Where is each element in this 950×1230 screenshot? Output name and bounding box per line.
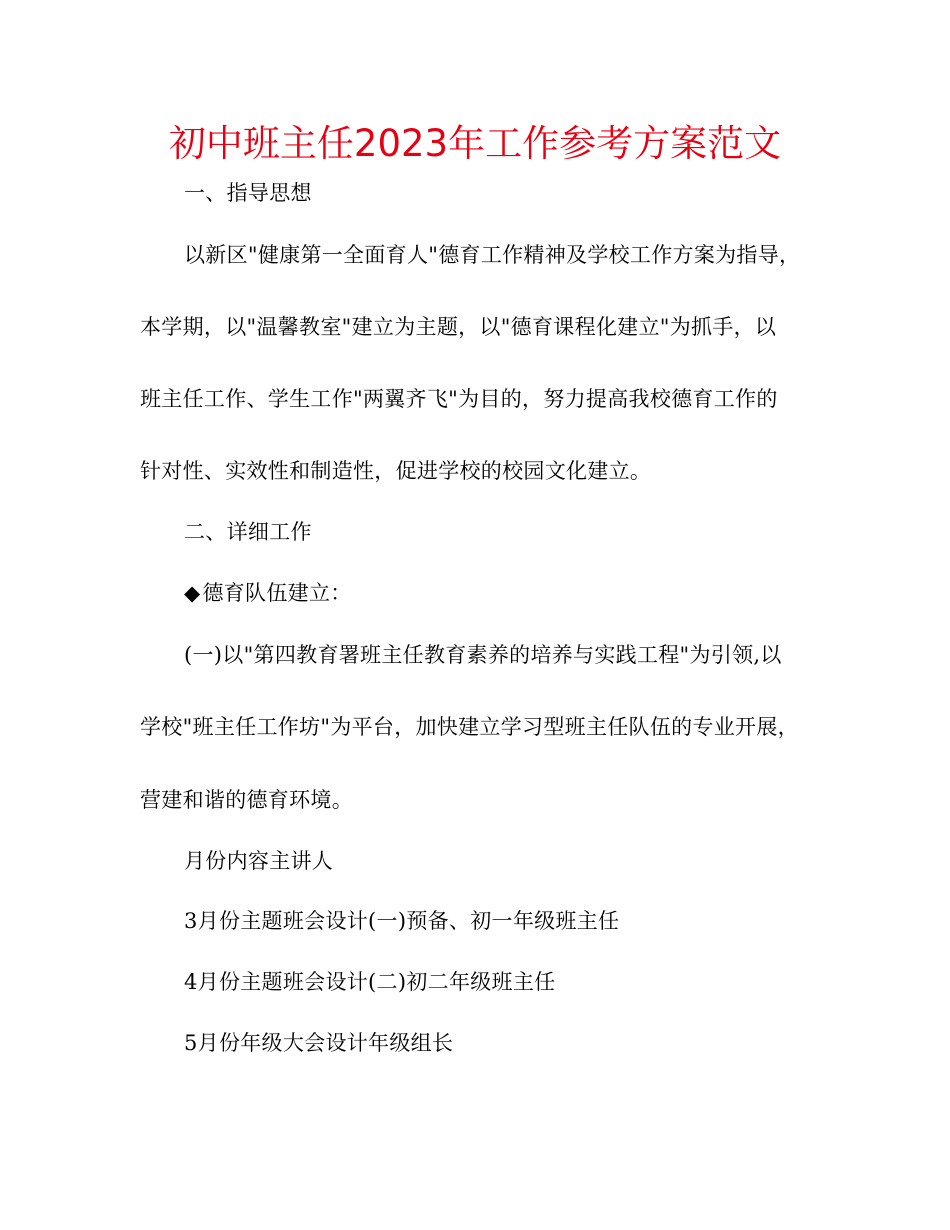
paragraph-line: 以新区"健康第一全面育人"德育工作精神及学校工作方案为指导，	[184, 243, 801, 267]
paragraph-line: 班主任工作、学生工作"两翼齐飞"为目的，努力提高我校德育工作的	[140, 387, 778, 411]
section-heading-guiding-thought: 一、指导思想	[184, 181, 312, 205]
paragraph-line: (一)以"第四教育署班主任教育素养的培养与实践工程"为引领,以	[184, 643, 782, 667]
schedule-row: 4月份主题班会设计(二)初二年级班主任	[184, 970, 556, 994]
schedule-row: 5月份年级大会设计年级组长	[184, 1031, 454, 1055]
table-header-line: 月份内容主讲人	[184, 849, 334, 873]
paragraph-line: 营建和谐的德育环境。	[140, 788, 353, 812]
schedule-row: 3月份主题班会设计(一)预备、初一年级班主任	[184, 909, 620, 933]
paragraph-line: 学校"班主任工作坊"为平台，加快建立学习型班主任队伍的专业开展，	[140, 715, 799, 739]
document-title: 初中班主任2023年工作参考方案范文	[168, 122, 782, 165]
diamond-bullet-icon: ◆	[184, 581, 201, 605]
bullet-item-moral-team	[184, 578, 352, 608]
section-heading-detailed-work: 二、详细工作	[184, 520, 312, 544]
paragraph-line: 本学期，以"温馨教室"建立为主题，以"德育课程化建立"为抓手，以	[140, 315, 777, 339]
paragraph-line: 针对性、实效性和制造性，促进学校的校园文化建立。	[140, 459, 652, 483]
bullet-item-text: 德育队伍建立：	[202, 581, 352, 605]
